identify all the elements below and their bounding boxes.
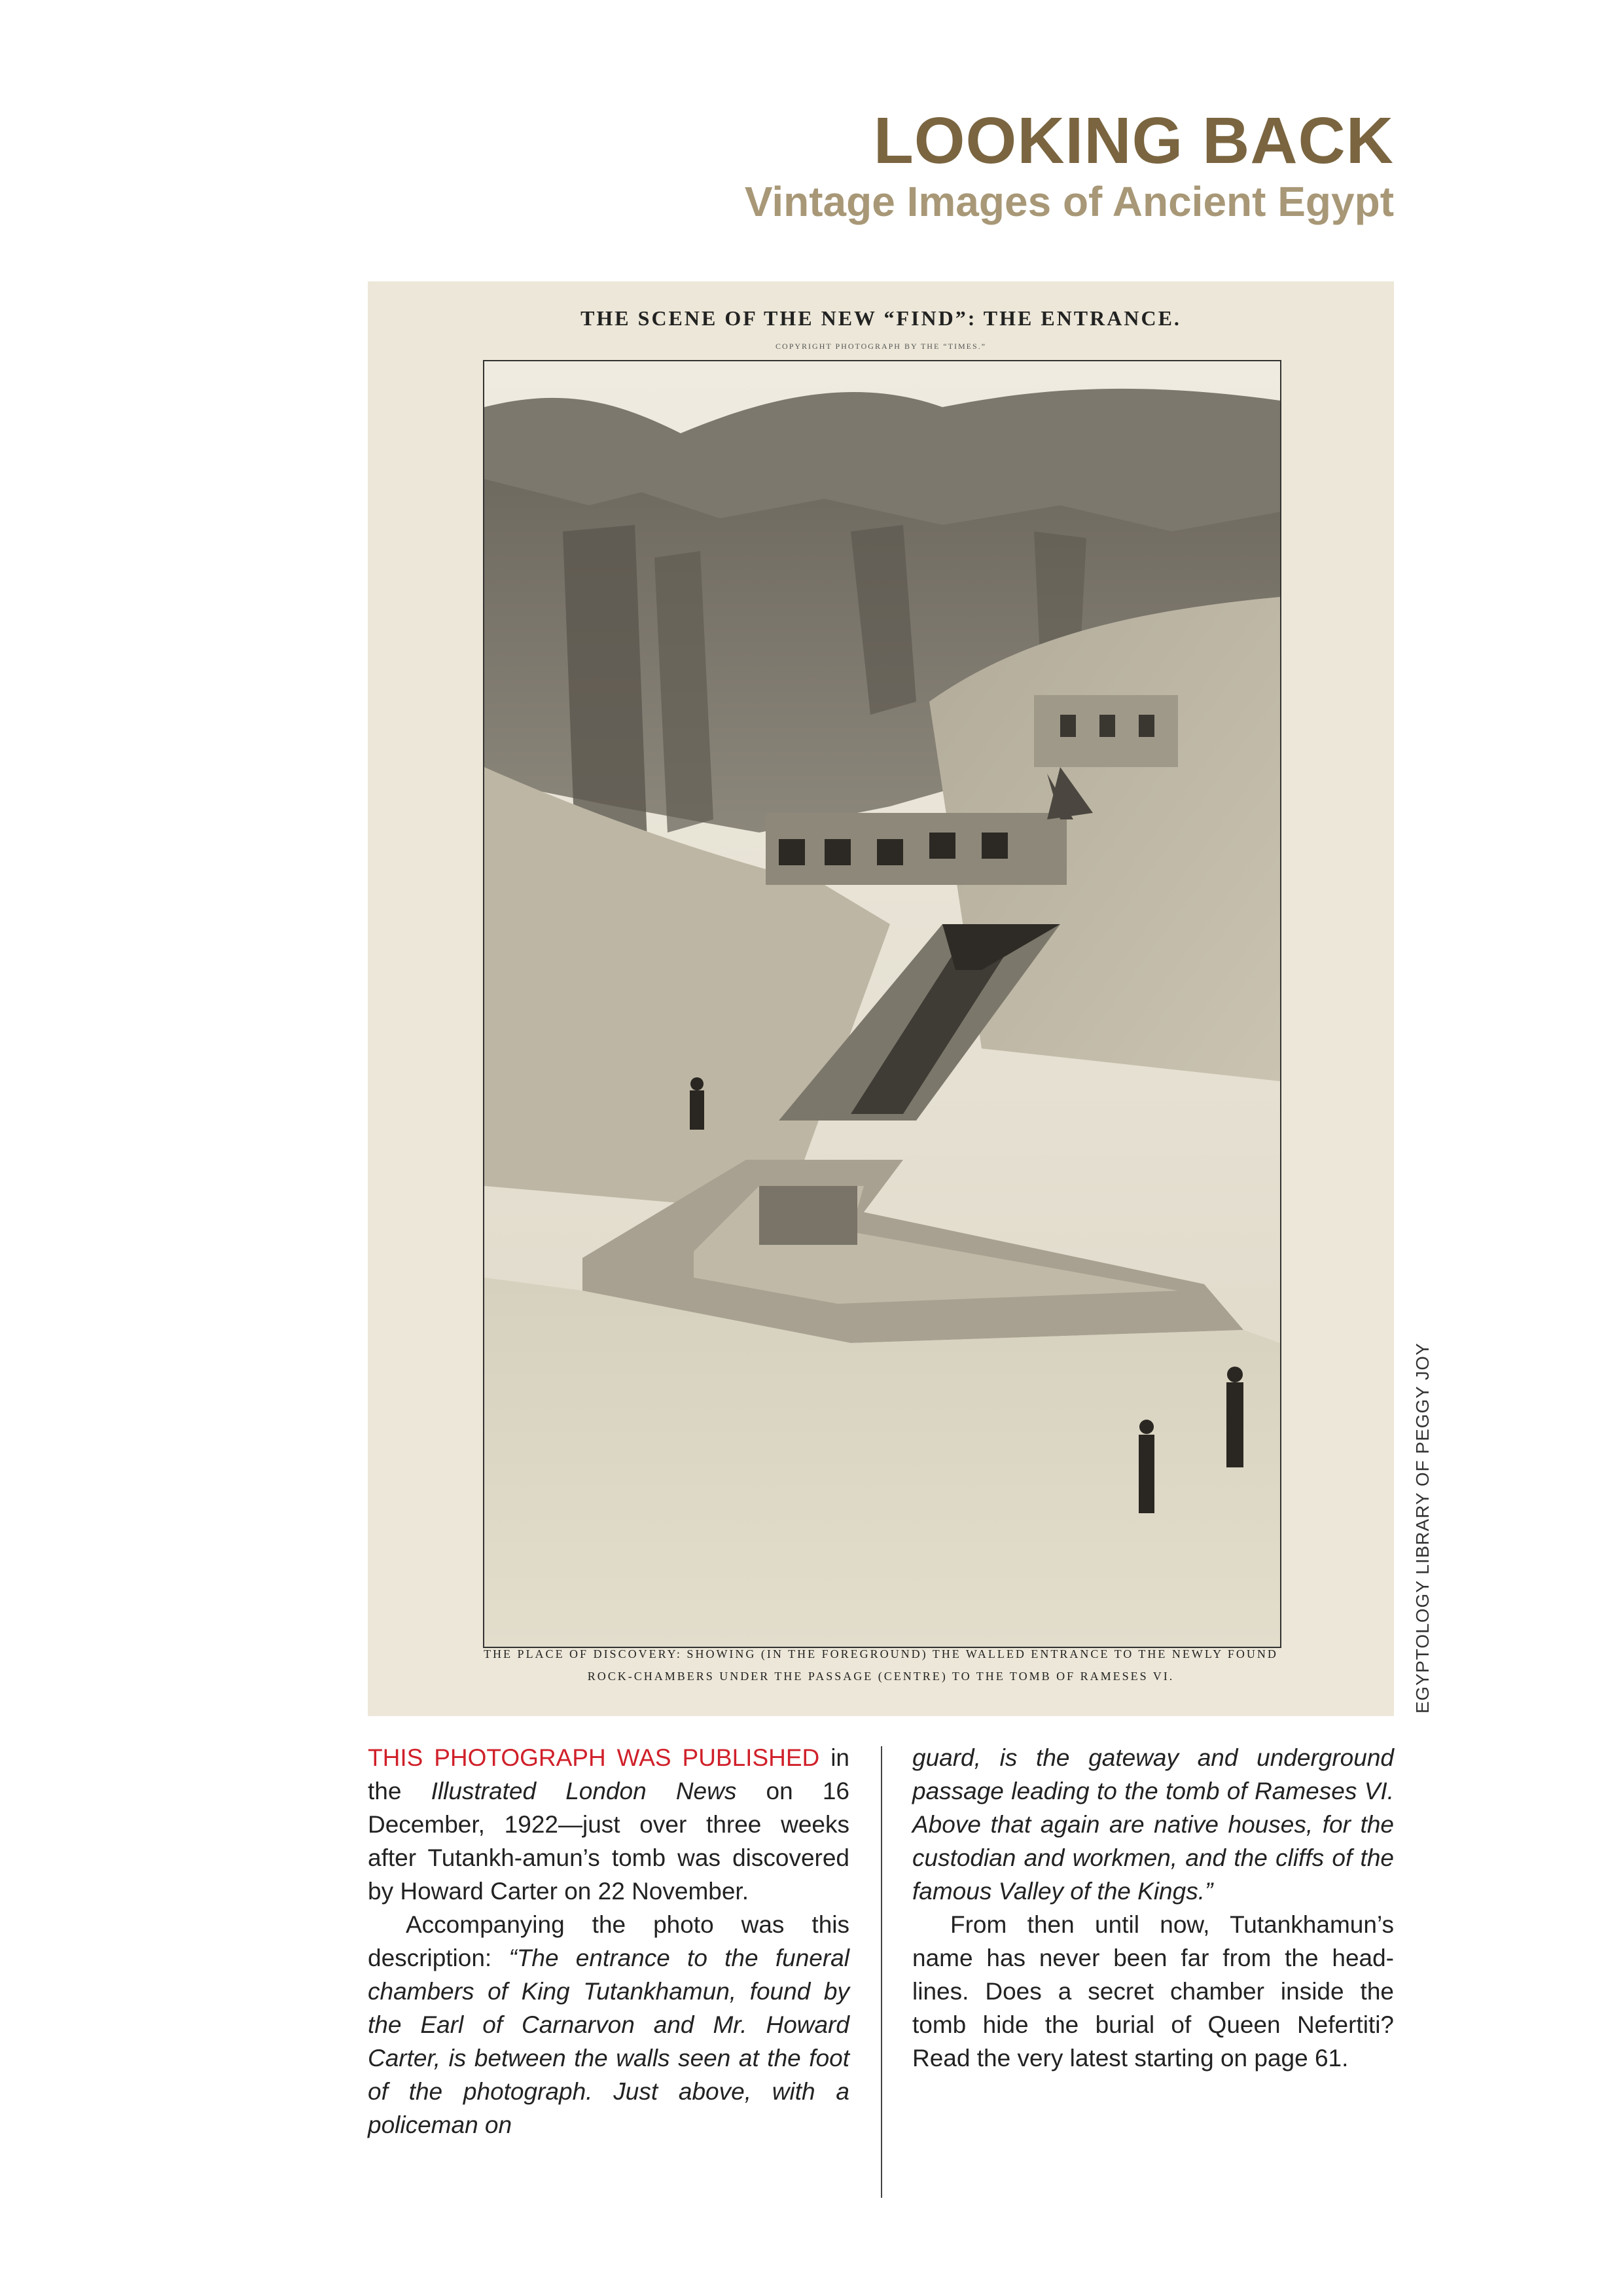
paragraph-2 <box>368 1908 849 2142</box>
section-subtitle: Vintage Images of Ancient Egypt <box>744 178 1394 225</box>
plate-caption: THE PLACE OF DISCOVERY: SHOWING (IN THE FOREGROUND) THE WALLED ENTRANCE TO THE NEWLY FOUND ROCK-CHAMBERS UNDER THE PASSAGE (CENTRE) TO THE TOMB OF RAMESES VI. <box>484 1647 1278 1683</box>
photo-illustration <box>484 361 1280 1647</box>
article-column-right <box>912 1741 1394 2075</box>
paragraph-1-text-b: on 16 December, 1922—just over three weeks after Tutankh-amun’s tomb was discovered by Howard Carter on 22 November. <box>368 1778 849 1905</box>
quote-part-2: guard, is the gateway and underground passage leading to the tomb of Rameses VI. Above that again are native houses, for the custodian and workmen, and the cliffs of the famous Valley of the Kings.” <box>912 1744 1394 1905</box>
section-title: LOOKING BACK <box>873 104 1394 177</box>
paragraph-3: From then until now, Tutankhamun’s name has never been far from the head-lines. Does a secret chamber inside the tomb hide the burial of Queen Nefertiti? Read the very latest starting on page 61. <box>912 1911 1394 2072</box>
quote-part-1: “The entrance to the funeral chambers of King Tutankhamun, found by the Earl of Carnarvon and Mr. Howard Carter, is between the walls seen at the foot of the photograph. Just above, with a policeman on <box>368 1945 849 2138</box>
tomb-entrance-photo <box>483 360 1281 1648</box>
page-header <box>745 105 1394 226</box>
column-divider <box>881 1746 882 2198</box>
article-column-left <box>368 1741 849 2142</box>
plate-title: THE SCENE OF THE NEW “FIND”: THE ENTRANCE. <box>580 306 1181 330</box>
publication-title: Illustrated London News <box>431 1778 737 1804</box>
paragraph-1 <box>368 1741 849 1908</box>
plate-copyright: COPYRIGHT PHOTOGRAPH BY THE “TIMES.” <box>776 342 986 351</box>
paragraph-1-text-a: in the <box>368 1744 849 1804</box>
lead-in: THIS PHOTOGRAPH WAS PUBLISHED <box>368 1744 820 1771</box>
historic-photo-plate <box>368 281 1394 1716</box>
paragraph-2-text: Accompanying the photo was this description: <box>368 1911 849 1971</box>
quote-continuation <box>912 1741 1394 1908</box>
photo-credit: EGYPTOLOGY LIBRARY OF PEGGY JOY <box>1412 1342 1433 1713</box>
